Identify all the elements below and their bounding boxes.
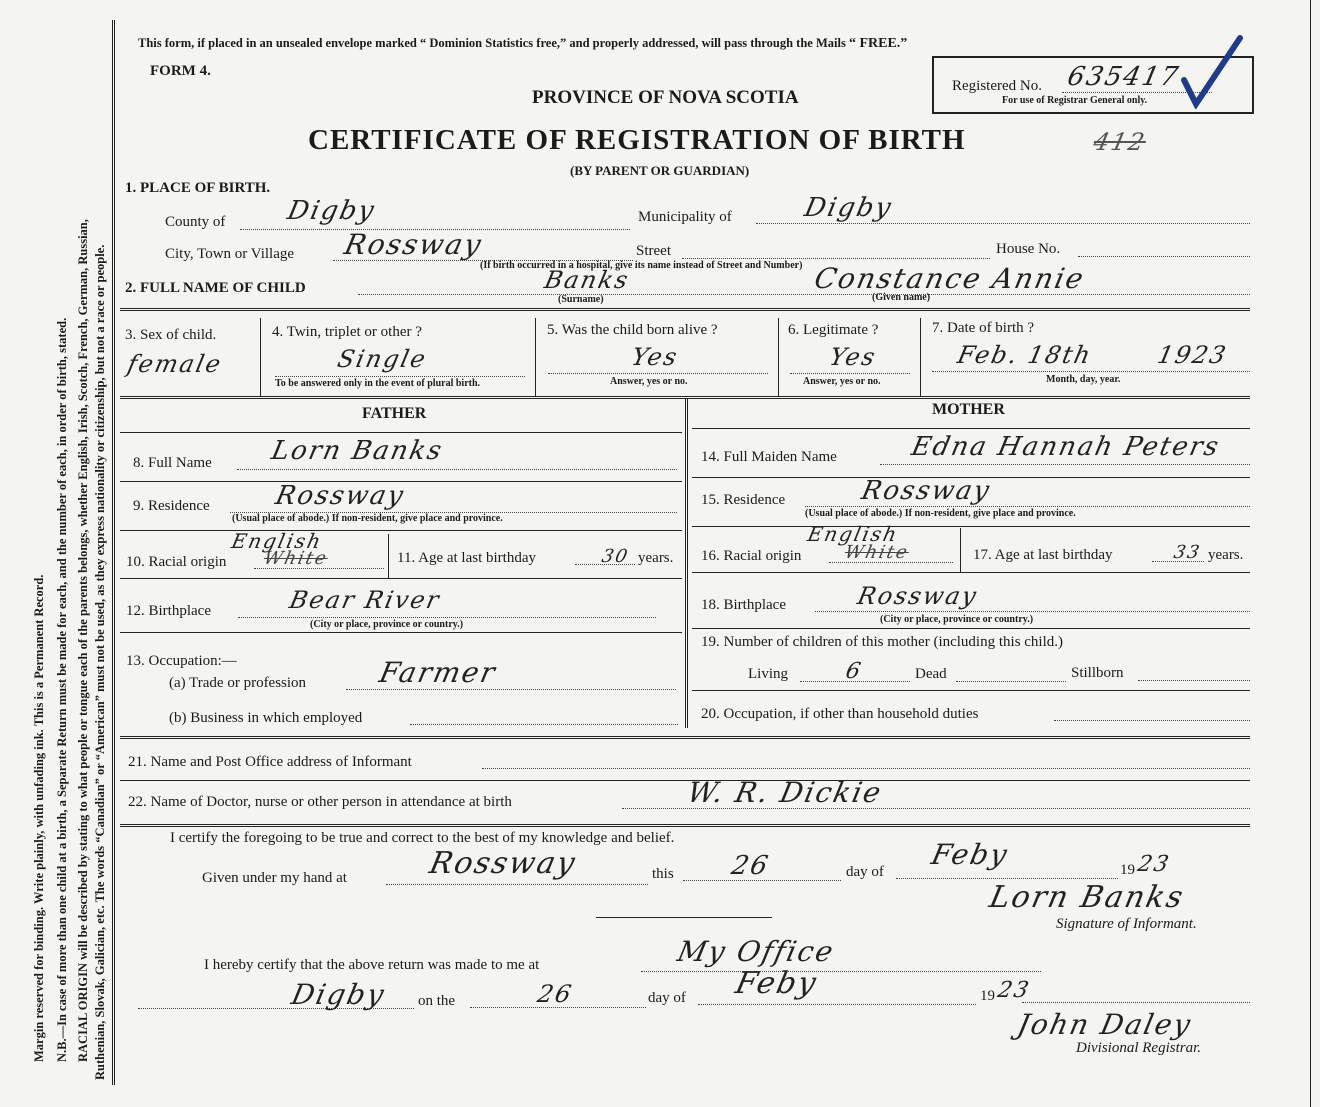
place-of-birth-heading: 1. PLACE OF BIRTH. bbox=[125, 180, 271, 196]
page-title: CERTIFICATE OF REGISTRATION OF BIRTH bbox=[308, 124, 966, 156]
father-name: Lorn Banks bbox=[268, 436, 447, 466]
registrar-day: 26 bbox=[535, 980, 576, 1008]
doctor-name: W. R. Dickie bbox=[684, 776, 886, 809]
twin-label: 4. Twin, triplet or other ? bbox=[272, 324, 422, 340]
twin-value: Single bbox=[335, 345, 430, 373]
alive-label: 5. Was the child born alive ? bbox=[547, 322, 718, 338]
children-count-label: 19. Number of children of this mother (including this child.) bbox=[701, 634, 1064, 650]
certify-year-prefix: 19 bbox=[1120, 862, 1135, 878]
father-name-label: 8. Full Name bbox=[133, 455, 212, 471]
child-given-name: Constance Annie bbox=[811, 262, 1089, 295]
informant-label: 21. Name and Post Office address of Informant bbox=[128, 754, 412, 770]
father-race-struck: White bbox=[261, 548, 330, 569]
dob-caption: Month, day, year. bbox=[1046, 374, 1121, 385]
registered-label: Registered No. bbox=[952, 78, 1042, 94]
father-age-unit: years. bbox=[638, 550, 674, 566]
alive-caption: Answer, yes or no. bbox=[610, 376, 688, 387]
check-mark-icon bbox=[1178, 34, 1248, 109]
informant-signature: Lorn Banks bbox=[986, 880, 1188, 915]
sex-label: 3. Sex of child. bbox=[125, 327, 217, 343]
certify-place: Rossway bbox=[426, 846, 580, 881]
mother-heading: MOTHER bbox=[932, 401, 1005, 418]
father-residence: Rossway bbox=[272, 481, 408, 511]
alive-value: Yes bbox=[629, 343, 682, 371]
this-label: this bbox=[652, 866, 674, 882]
registrar-town: Digby bbox=[288, 978, 389, 1011]
registrar-statement: I hereby certify that the above return was made to me at bbox=[204, 957, 540, 973]
mother-race-struck: White bbox=[842, 542, 911, 563]
living-count: 6 bbox=[843, 659, 865, 684]
county-label: County of bbox=[165, 214, 226, 230]
struck-number: 412 bbox=[1091, 128, 1149, 156]
mother-residence-label: 15. Residence bbox=[701, 492, 786, 508]
registrar-caption: Divisional Registrar. bbox=[1076, 1040, 1202, 1056]
given-name-caption: (Given name) bbox=[872, 292, 931, 303]
father-residence-caption: (Usual place of abode.) If non-resident, give place and province. bbox=[232, 513, 503, 524]
margin-note-racial-origin-cont: Ruthenian, Slovak, Galician, etc. The words “Canadian” or “American” must not be used, as they express nationality or citizenship, but not a race or people. bbox=[93, 244, 107, 1080]
registered-number: 635417 bbox=[1064, 62, 1183, 92]
dob-month-day: Feb. 18th bbox=[955, 341, 1095, 369]
mother-residence: Rossway bbox=[858, 476, 994, 506]
registrar-year-prefix: 19 bbox=[980, 988, 995, 1004]
dob-year: 1923 bbox=[1155, 341, 1231, 369]
city-label: City, Town or Village bbox=[165, 246, 295, 262]
mother-occupation-label: 20. Occupation, if other than household duties bbox=[701, 706, 979, 722]
mother-maiden-name: Edna Hannah Peters bbox=[908, 432, 1223, 462]
registrar-place: My Office bbox=[674, 935, 838, 968]
registrar-use-note: For use of Registrar General only. bbox=[1002, 95, 1148, 106]
father-heading: FATHER bbox=[362, 405, 427, 422]
margin-note-binding: Margin reserved for binding. Write plainly, with unfading ink. This is a Permanent Record. bbox=[32, 574, 46, 1062]
father-race: English bbox=[229, 529, 325, 553]
father-trade: Farmer bbox=[376, 656, 500, 689]
house-number-label: House No. bbox=[996, 241, 1061, 257]
given-under-label: Given under my hand at bbox=[202, 870, 347, 886]
child-surname: Banks bbox=[542, 266, 633, 294]
certify-day-of-label: day of bbox=[846, 864, 884, 880]
father-residence-label: 9. Residence bbox=[133, 498, 210, 514]
certify-day: 26 bbox=[728, 851, 773, 881]
registrar-year: 23 bbox=[995, 978, 1033, 1003]
registrar-signature: John Daley bbox=[1014, 1008, 1196, 1041]
mother-birthplace: Rossway bbox=[855, 582, 981, 610]
legitimate-caption: Answer, yes or no. bbox=[803, 376, 881, 387]
father-birthplace: Bear River bbox=[287, 586, 444, 614]
certify-year: 23 bbox=[1135, 852, 1173, 877]
county-value: Digby bbox=[284, 196, 379, 226]
province-heading: PROVINCE OF NOVA SCOTIA bbox=[532, 87, 799, 108]
father-race-label: 10. Racial origin bbox=[126, 554, 227, 570]
legitimate-label: 6. Legitimate ? bbox=[788, 322, 879, 338]
legitimate-value: Yes bbox=[827, 343, 880, 371]
registrar-on-the-label: on the bbox=[418, 993, 456, 1009]
mother-age-unit: years. bbox=[1208, 547, 1244, 563]
mail-note: This form, if placed in an unsealed envelope marked “ Dominion Statistics free,” and properly addressed, will pass through the Mails “ FREE.” bbox=[138, 36, 908, 51]
margin-note-racial-origin: RACIAL ORIGIN will be described by stating to what people or tongue each of the parents belongs, whether English, Irish, Scotch, French, German, Russian, bbox=[76, 219, 90, 1062]
business-label: (b) Business in which employed bbox=[169, 710, 363, 726]
doctor-label: 22. Name of Doctor, nurse or other person in attendance at birth bbox=[128, 794, 512, 810]
city-value: Rossway bbox=[341, 228, 486, 261]
mother-name-label: 14. Full Maiden Name bbox=[701, 449, 837, 465]
informant-signature-caption: Signature of Informant. bbox=[1056, 916, 1197, 932]
dob-label: 7. Date of birth ? bbox=[932, 320, 1035, 336]
mother-residence-caption: (Usual place of abode.) If non-resident, give place and province. bbox=[805, 508, 1076, 519]
mother-birthplace-label: 18. Birthplace bbox=[701, 597, 786, 613]
certify-statement: I certify the foregoing to be true and correct to the best of my knowledge and belief. bbox=[170, 830, 675, 846]
father-birthplace-caption: (City or place, province or country.) bbox=[310, 619, 464, 630]
municipality-label: Municipality of bbox=[638, 209, 732, 225]
mother-age-label: 17. Age at last birthday bbox=[973, 547, 1113, 563]
left-border bbox=[112, 20, 115, 1085]
mother-age: 33 bbox=[1171, 542, 1204, 563]
margin-note-plural-births: N.B.—In case of more than one child at a birth, a Separate Return must be made for each, and the number of each, in order of birth, stated. bbox=[55, 317, 69, 1062]
child-name-label: 2. FULL NAME OF CHILD bbox=[125, 280, 306, 296]
father-birthplace-label: 12. Birthplace bbox=[126, 603, 211, 619]
hospital-note: (If birth occurred in a hospital, give its name instead of Street and Number) bbox=[480, 260, 803, 271]
right-edge bbox=[1310, 0, 1311, 1107]
trade-label: (a) Trade or profession bbox=[169, 675, 307, 691]
father-age: 30 bbox=[599, 546, 632, 567]
registrar-month: Feby bbox=[732, 966, 821, 1001]
mother-race-label: 16. Racial origin bbox=[701, 548, 802, 564]
form-number: FORM 4. bbox=[150, 63, 211, 79]
municipality-value: Digby bbox=[801, 193, 896, 223]
mother-race: English bbox=[805, 522, 901, 546]
father-occupation-label: 13. Occupation:— bbox=[126, 653, 237, 669]
twin-caption: To be answered only in the event of plural birth. bbox=[275, 378, 481, 389]
registrar-day-of-label: day of bbox=[648, 990, 686, 1006]
dead-label: Dead bbox=[915, 666, 947, 682]
sex-value: female bbox=[125, 350, 226, 378]
living-label: Living bbox=[748, 666, 788, 682]
mother-birthplace-caption: (City or place, province or country.) bbox=[880, 614, 1034, 625]
surname-caption: (Surname) bbox=[558, 294, 604, 305]
street-label: Street bbox=[636, 243, 671, 259]
certify-month: Feby bbox=[928, 838, 1012, 871]
page-subtitle: (BY PARENT OR GUARDIAN) bbox=[570, 163, 750, 178]
father-age-label: 11. Age at last birthday bbox=[397, 550, 536, 566]
stillborn-label: Stillborn bbox=[1071, 665, 1124, 681]
